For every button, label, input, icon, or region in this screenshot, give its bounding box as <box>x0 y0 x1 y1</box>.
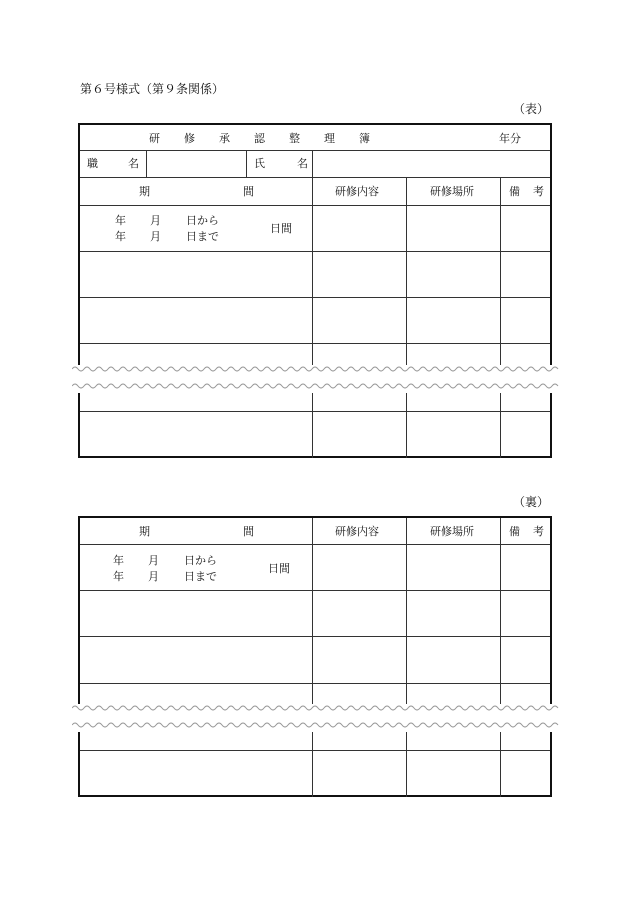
name-label: 名 <box>297 157 308 170</box>
col-divider <box>246 150 247 177</box>
register-title-char: 理 <box>324 132 335 145</box>
row-divider <box>80 251 550 252</box>
row-divider <box>80 544 550 545</box>
to-month: 月 <box>150 230 161 243</box>
period-header: 期 <box>139 525 150 538</box>
register-title-char: 承 <box>219 132 230 145</box>
remarks-header: 考 <box>533 525 544 538</box>
form-title: 第６号様式（第９条関係） <box>80 82 225 96</box>
row-divider <box>80 411 550 412</box>
content-header: 研修内容 <box>335 185 379 198</box>
row-divider <box>80 297 550 298</box>
to-year: 年 <box>113 570 124 583</box>
to-year: 年 <box>115 230 126 243</box>
col-divider <box>312 518 313 797</box>
job-title-label: 名 <box>128 157 139 170</box>
period-header: 間 <box>243 525 254 538</box>
table-break-mark <box>72 704 562 732</box>
period-header: 間 <box>243 185 254 198</box>
place-header: 研修場所 <box>430 185 474 198</box>
name-label: 氏 <box>254 157 265 170</box>
col-divider <box>146 150 147 177</box>
row-divider <box>80 590 550 591</box>
back-side-label: （裏） <box>513 495 550 509</box>
row-divider <box>80 343 550 344</box>
register-title-char: 簿 <box>359 132 370 145</box>
col-divider <box>500 518 501 797</box>
days-label: 日間 <box>268 562 290 575</box>
to-month: 月 <box>148 570 159 583</box>
row-divider <box>80 683 550 684</box>
row-divider <box>80 636 550 637</box>
remarks-header: 考 <box>533 185 544 198</box>
days-label: 日間 <box>270 222 292 235</box>
from-year: 年 <box>115 214 126 227</box>
col-divider <box>406 518 407 797</box>
place-header: 研修場所 <box>430 525 474 538</box>
register-title-char: 研 <box>149 132 160 145</box>
row-divider <box>80 750 550 751</box>
remarks-header: 備 <box>509 185 520 198</box>
col-divider <box>406 177 407 458</box>
register-title-char: 認 <box>254 132 265 145</box>
table-break-mark <box>72 365 562 393</box>
col-divider <box>500 177 501 458</box>
col-divider <box>312 150 313 177</box>
job-title-label: 職 <box>87 157 98 170</box>
from-month: 月 <box>150 214 161 227</box>
register-title-char: 修 <box>184 132 195 145</box>
row-divider <box>80 205 550 206</box>
from-day: 日から <box>186 214 219 227</box>
front-side-label: （表） <box>513 102 550 116</box>
row-divider <box>80 177 550 178</box>
back-register-table <box>78 516 552 797</box>
year-label: 年分 <box>499 132 521 145</box>
from-day: 日から <box>184 554 217 567</box>
to-day: 日まで <box>184 570 217 583</box>
to-day: 日まで <box>186 230 219 243</box>
remarks-header: 備 <box>509 525 520 538</box>
row-divider <box>80 150 550 151</box>
front-register-table <box>78 123 552 458</box>
from-month: 月 <box>148 554 159 567</box>
from-year: 年 <box>113 554 124 567</box>
col-divider <box>312 177 313 458</box>
register-title-char: 整 <box>289 132 300 145</box>
period-header: 期 <box>139 185 150 198</box>
content-header: 研修内容 <box>335 525 379 538</box>
